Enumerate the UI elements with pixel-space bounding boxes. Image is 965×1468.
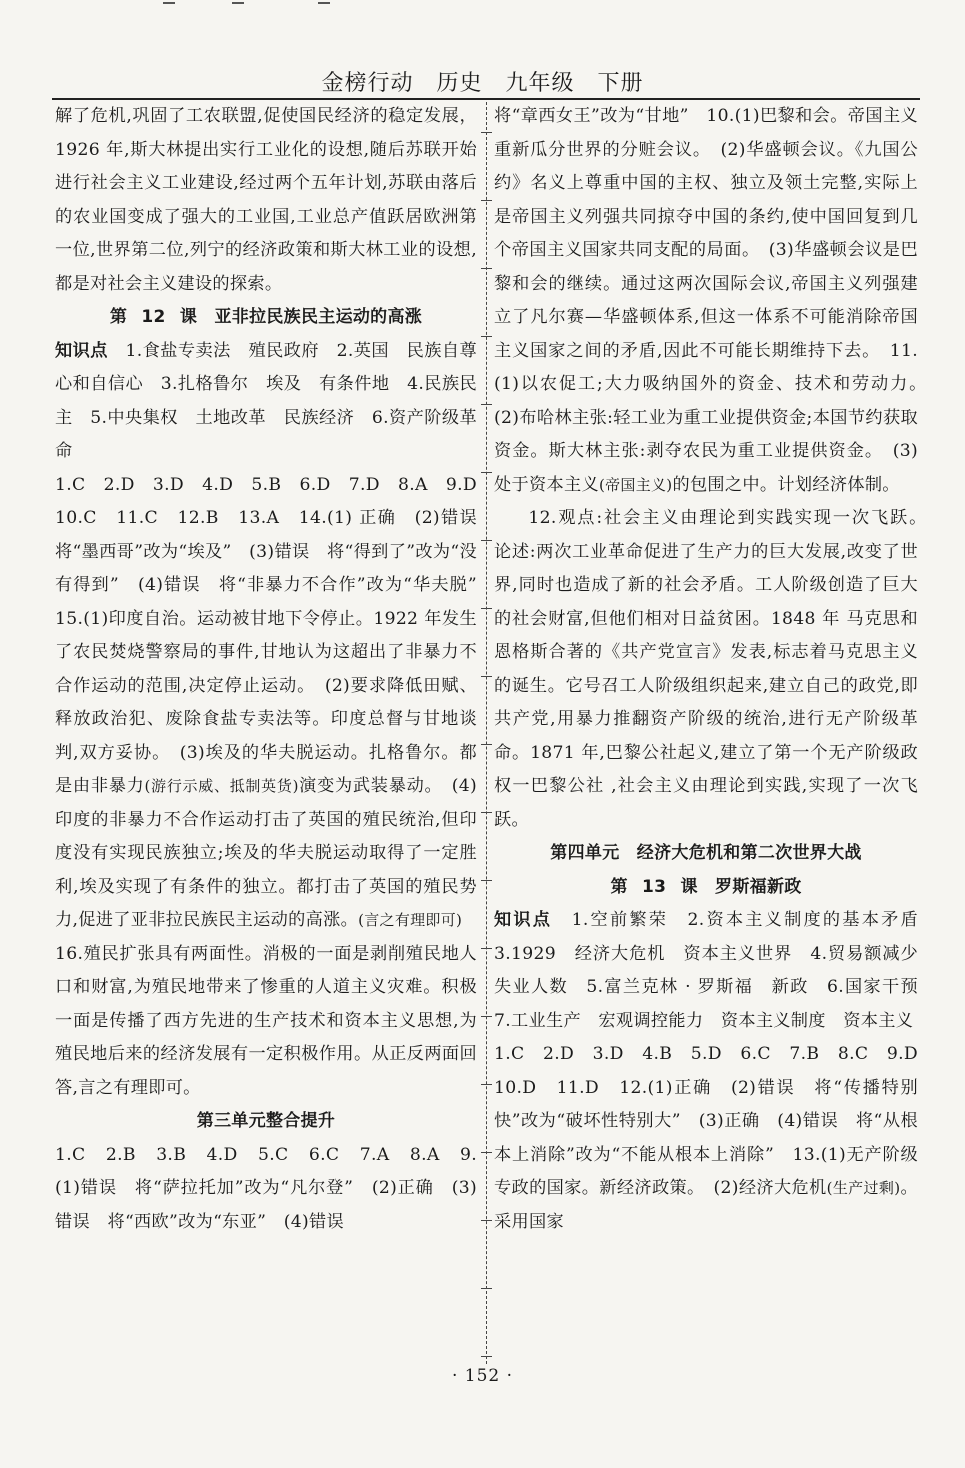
right-column	[494, 100, 936, 1239]
divider-tick	[481, 1016, 492, 1017]
divider-tick	[481, 880, 492, 881]
top-crop-marks	[0, 0, 965, 20]
divider-tick	[481, 268, 492, 269]
divider-tick	[481, 132, 492, 133]
divider-tick	[481, 1220, 492, 1221]
inline-note: (言之有理即可)	[358, 911, 463, 929]
divider-tick	[481, 1356, 492, 1357]
knowledge-label: 知识点	[494, 910, 553, 930]
divider-tick	[481, 744, 492, 745]
knowledge-text: 1.空前繁荣 2.资本主义制度的基本矛盾 3.1929 经济大危机 资本主义世界 4.贸易额减少 失业人数 5.富兰克林 · 罗斯福 新政 6.国家干预 7.工业生产 宏观调控能力 资本主义制度 资本主义	[494, 910, 936, 1031]
answers-part-a: 1.C 2.D 3.D 4.D 5.B 6.D 7.D 8.A 9.D 10.C 11.C 12.B 13.A 14.(1) 正确 (2)错误 将“墨西哥”改为“埃及” (3)错误 将“得到了”改为“没有得到” (4)错误 将“非暴力不合作”改为“华夫脱” 15.(1)印度自治。运动被甘地下令停止。1922 年发生了农民焚烧警察局的事件,甘地认为这超出了非暴力不合作运动的范围,决定停止运动。 (2)要求降低田赋、释放政治犯、废除食盐专卖法等。印度总督与甘地谈判,双方妥协。 (3)埃及的华夫脱运动。扎格鲁尔。都是由非暴力	[55, 474, 495, 796]
answers-part-c: 16.殖民扩张具有两面性。消极的一面是剥削殖民地人口和财富,为殖民地带来了惨重的人道主义灾难。积极一面是传播了西方先进的生产技术和资本主义思想,为殖民地后来的经济发展有一定积极作用。从正反两面回答,言之有理即可。	[55, 910, 480, 1098]
divider-tick	[481, 608, 492, 609]
lesson-13-title: 第 13 课 罗斯福新政	[610, 876, 802, 897]
intro-paragraph: 解了危机,巩固了工农联盟,促使国民经济的稳定发展，1926 年,斯大林提出实行工业化的设想,随后苏联开始进行社会主义工业建设,经过两个五年计划,苏联由落后的农业国变成了强大的工业国,工业总产值跃居欧洲第一位,世界第二位,列宁的经济政策和斯大林工业的设想,都是对社会主义建设的探索。	[55, 106, 477, 294]
page-header: 金榜行动 历史 九年级 下册	[321, 71, 644, 96]
divider-tick	[481, 472, 492, 473]
knowledge-text: 1.食盐专卖法 殖民政府 2.英国 民族自尊心和自信心 3.扎格鲁尔 埃及 有条件地 4.民族民主 5.中央集权 土地改革 民族经济 6.资产阶级革命	[55, 340, 477, 461]
answers-text: 将“章西女王”改为“甘地” 10.(1)巴黎和会。帝国主义重新瓜分世界的分赃会议。 (2)华盛顿会议。《九国公约》名义上尊重中国的主权、独立及领土完整,实际上是帝国主义列强共同掠夺中国的条约,使中国回复到几个帝国主义国家共同支配的局面。 (3)华盛顿会议是巴黎和会的继续。通过这两次国际会议,帝国主义列强建立了凡尔赛—华盛顿体系,但这一体系不可能消除帝国主义国家之间的矛盾,因此不可能长期维持下去。 11.(1)以农促工;大力吸纳国外的资金、技术和劳动力。 (2)布哈林主张:轻工业为重工业提供资金;本国节约获取资金。斯大林主张:剥夺农民为重工业提供资金。 (3)处于资本主义	[494, 106, 936, 495]
unit-4-title: 第四单元 经济大危机和第二次世界大战	[550, 843, 862, 863]
divider-tick	[481, 676, 492, 677]
inline-note: (帝国主义)	[598, 475, 673, 494]
divider-ticks	[481, 102, 492, 1364]
divider-tick	[481, 1288, 492, 1289]
divider-tick	[481, 336, 492, 337]
lesson-12-knowledge-points	[55, 335, 477, 469]
divider-tick	[481, 200, 492, 201]
answers-text: 的包围之中。计划经济体制。	[672, 474, 900, 495]
lesson-13-knowledge-points	[494, 904, 936, 1038]
page-number: · 152 ·	[451, 1366, 514, 1386]
answers-part-b: 演变为武装暴动。 (4)印度的非暴力不合作运动打击了英国的殖民统治,但印度没有实现民族独立;埃及的华夫脱运动取得了一定胜利,埃及实现了有条件的独立。都打击了英国的殖民势力,促进了亚非拉民族民主运动的高涨。	[55, 776, 477, 930]
divider-tick	[481, 540, 492, 541]
left-column	[55, 100, 495, 1239]
knowledge-label: 知识点	[55, 340, 108, 361]
answers-part-a: 1.C 2.D 3.D 4.B 5.D 6.C 7.B 8.C 9.D 10.D 11.D 12.(1)正确 (2)错误 将“传播特别快”改为“破坏性特别大” (3)正确 (4)错误 将“从根本上消除”改为“不能从根本上消除” 13.(1)无产阶级专政的国家。新经济政策。 (2)经济大危机	[494, 1044, 936, 1198]
divider-tick	[481, 948, 492, 949]
answers-part-b: 。采用国家	[494, 1178, 918, 1232]
question-12-answer: 12.观点:社会主义由理论到实践实现一次飞跃。 论述:两次工业革命促进了生产力的巨大发展,改变了世界,同时也造成了新的社会矛盾。工人阶级创造了巨大的社会财富,但他们相对日益贫困。1848 年 马克思和恩格斯合著的《共产党宣言》发表,标志着马克思主义的诞生。它号召工人阶级组织起来,建立自己的政党,即共产党,用暴力推翻资产阶级的统治,进行无产阶级革命。1871 年,巴黎公社起义,建立了第一个无产阶级政权一巴黎公社 ,社会主义由理论到实践,实现了一次飞跃。	[494, 508, 936, 830]
divider-tick	[481, 1084, 492, 1085]
lesson-13-answers	[494, 1038, 936, 1239]
divider-tick	[481, 404, 492, 405]
unit-3-answers: 1.C 2.B 3.B 4.D 5.C 6.C 7.A 8.A 9.(1)错误 将“萨拉托加”改为“凡尔登” (2)正确 (3)错误 将“西欧”改为“东亚” (4)错误	[55, 1144, 477, 1232]
unit-3-title: 第三单元整合提升	[196, 1111, 336, 1131]
unit-3-answers-continued	[494, 100, 936, 502]
divider-tick	[481, 1152, 492, 1153]
divider-tick	[481, 812, 492, 813]
inline-note: (游行示威、抵制英货)	[144, 777, 299, 795]
inline-note: (生产过剩)	[826, 1179, 901, 1197]
lesson-12-title: 第 12 课 亚非拉民族民主运动的高涨	[109, 307, 423, 327]
lesson-12-answers	[55, 469, 495, 1106]
